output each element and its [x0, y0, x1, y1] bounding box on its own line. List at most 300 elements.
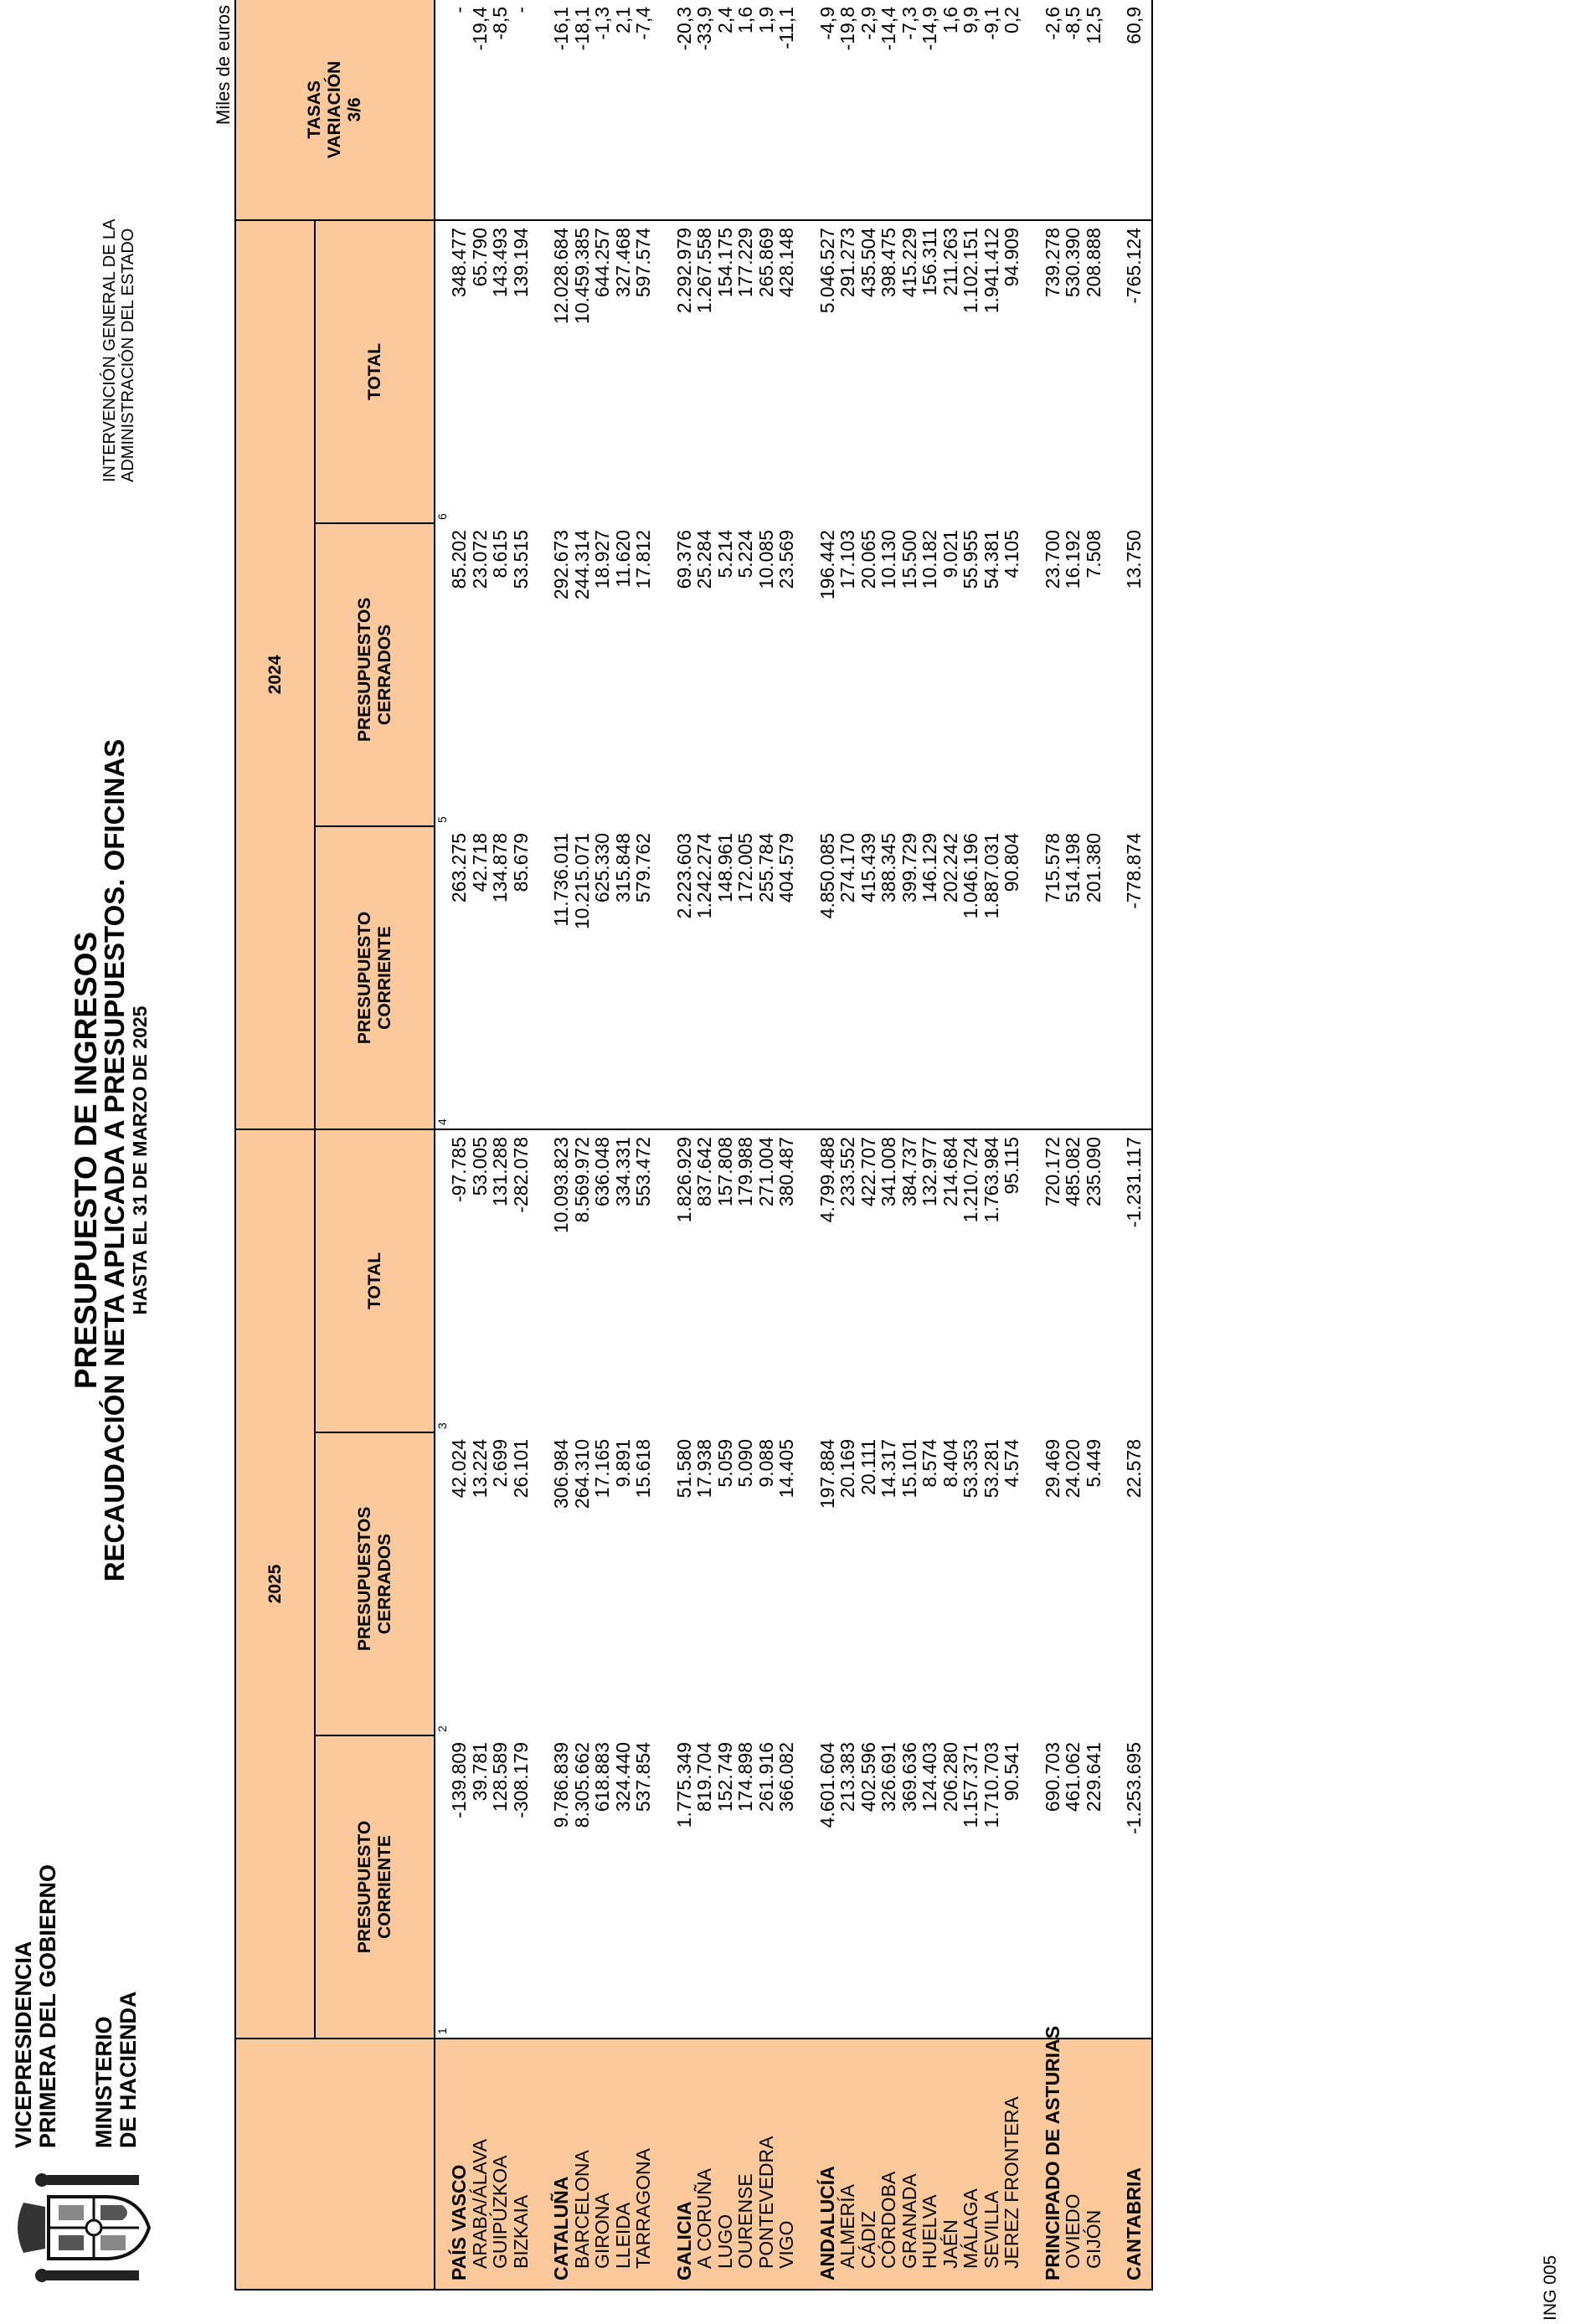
- cell-cerrados-2025: 14.317: [878, 1439, 899, 1499]
- cell-total-2025: 636.048: [592, 1129, 613, 1432]
- blank-cell: [531, 1129, 551, 1432]
- bottom-cell: [1145, 1735, 1152, 2039]
- cell-cerrados-2025: 5.449: [1082, 1439, 1104, 1488]
- column-number: 2: [435, 1725, 449, 1732]
- cell-tasa-variacion: -8,5: [1063, 0, 1084, 220]
- cell-tasa-variacion: -1,3: [592, 0, 613, 220]
- title-line3: HASTA EL 31 DE MARZO DE 2025: [129, 1005, 151, 1315]
- blank-cell: [531, 1432, 551, 1735]
- cell-total-2024: 139.194: [511, 220, 532, 523]
- cell-total-2025: 485.082: [1063, 1129, 1084, 1432]
- cell-cerrados-2024: 23.072: [468, 529, 491, 589]
- office-name: CÓRDOBA: [878, 2039, 899, 2290]
- office-name: GIRONA: [592, 2039, 613, 2290]
- cell-corriente-2024: 415.439: [857, 832, 879, 903]
- year-2024-header: 2024: [235, 220, 315, 1129]
- blank-cell: [654, 220, 674, 523]
- office-row: [919, 0, 940, 2290]
- cell-corriente-2025: 229.641: [1082, 1742, 1104, 1812]
- office-name: BIZKAIA: [511, 2039, 532, 2290]
- cell-corriente-2025: 461.062: [1062, 1742, 1084, 1812]
- cell-corriente-2025: 4.601.604: [816, 1742, 838, 1828]
- cell-total-2024: 644.257: [592, 220, 613, 523]
- office-row: [981, 0, 1002, 2290]
- column-number: 1: [435, 2028, 449, 2034]
- blank-cell: [797, 826, 817, 1129]
- blank-cell: [531, 523, 551, 826]
- cell-corriente-2025: -139.809: [448, 1742, 470, 1818]
- cell-corriente-2025: 326.691: [878, 1742, 899, 1812]
- cell-total-2024: 435.504: [858, 220, 879, 523]
- cell-cerrados-2025: 20.111: [857, 1439, 879, 1495]
- cell-cerrados-2024: 20.065: [857, 529, 879, 589]
- cell-total-2025: 131.288: [490, 1129, 511, 1432]
- cell-total-2025: 179.988: [735, 1129, 756, 1432]
- bottom-cell: [1145, 826, 1152, 1129]
- blank-cell: [797, 0, 817, 220]
- region-row: [674, 0, 695, 2290]
- office-row: [511, 0, 532, 2290]
- office-name: CÁDIZ: [858, 2039, 879, 2290]
- cell-corriente-2025: 124.403: [919, 1742, 940, 1812]
- cell-cerrados-2024: 196.442: [816, 529, 838, 600]
- cell-corriente-2024: 172.005: [734, 832, 756, 903]
- cell-total-2024: 398.475: [878, 220, 899, 523]
- cell-tasa-variacion: -20,3: [674, 0, 695, 220]
- cell-total-2025: 837.642: [694, 1129, 715, 1432]
- cell-tasa-variacion: -14,4: [878, 0, 899, 220]
- cell-cerrados-2025: 15.618: [632, 1439, 654, 1499]
- cell-total-2024: 177.229: [735, 220, 756, 523]
- blank-cell: [797, 220, 817, 523]
- cell-tasa-variacion: -14,9: [919, 0, 940, 220]
- blank-row: [1104, 0, 1124, 2290]
- cell-cerrados-2025: 13.224: [468, 1439, 491, 1499]
- cell-corriente-2024: 514.198: [1062, 832, 1084, 903]
- cell-total-2024: 428.148: [776, 220, 797, 523]
- column-number-row: [435, 0, 449, 2290]
- cell-cerrados-2024: 18.927: [591, 529, 613, 589]
- blank-row: [797, 0, 817, 2290]
- cell-corriente-2024: 4.850.085: [816, 832, 838, 919]
- cell-cerrados-2025: 24.020: [1062, 1439, 1084, 1499]
- office-name: BARCELONA: [572, 2039, 593, 2290]
- cell-cerrados-2024: 10.085: [754, 529, 777, 589]
- office-row: [715, 0, 736, 2290]
- cell-cerrados-2025: 8.404: [939, 1439, 961, 1488]
- cell-cerrados-2025: 22.578: [1123, 1439, 1145, 1499]
- coat-of-arms-icon: [13, 2165, 156, 2291]
- cell-total-2024: 10.459.385: [572, 220, 593, 523]
- office-row: [837, 0, 858, 2290]
- cell-tasa-variacion: -18,1: [572, 0, 593, 220]
- blank-cell: [1104, 523, 1124, 826]
- cell-total-2024: 348.477: [449, 220, 470, 523]
- cell-total-2025: 271.004: [756, 1129, 777, 1432]
- title-line1: PRESUPUESTO DE INGRESOS: [69, 931, 103, 1390]
- blank-cell: [531, 826, 551, 1129]
- blank-cell: [1104, 0, 1124, 220]
- cell-tasa-variacion: -4,9: [817, 0, 838, 220]
- region-row: [1042, 0, 1063, 2290]
- cell-total-2025: 1.210.724: [960, 1129, 981, 1432]
- units-label: Miles de euros: [213, 5, 234, 126]
- cell-corriente-2024: 201.380: [1082, 832, 1104, 903]
- office-row: [776, 0, 797, 2290]
- cell-cerrados-2024: 85.202: [448, 529, 470, 589]
- column-number: 4: [435, 1118, 449, 1125]
- region-row: [551, 0, 572, 2290]
- cell-tasa-variacion: 1,6: [940, 0, 961, 220]
- blank-cell: [797, 1129, 817, 1432]
- cell-cerrados-2025: 53.281: [980, 1439, 1002, 1499]
- bottom-cell: [1145, 2039, 1152, 2290]
- cell-corriente-2024: 399.729: [898, 832, 920, 903]
- blank-cell: [1104, 220, 1124, 523]
- col-corriente-2025: PRESUPUESTO CORRIENTE: [315, 1735, 435, 2039]
- office-name: PONTEVEDRA: [756, 2039, 777, 2290]
- office-name: MÁLAGA: [960, 2039, 981, 2290]
- cell-corriente-2025: 8.305.662: [570, 1742, 593, 1828]
- blank-cell: [1104, 1129, 1124, 1432]
- cell-corriente-2024: 134.878: [489, 832, 511, 903]
- cell-total-2025: 553.472: [633, 1129, 654, 1432]
- office-name: GUIPÚZKOA: [490, 2039, 511, 2290]
- cell-corriente-2025: 152.749: [713, 1742, 736, 1812]
- cell-total-2025: 4.799.488: [817, 1129, 838, 1432]
- cell-total-2025: 8.569.972: [572, 1129, 593, 1432]
- cell-cerrados-2024: 8.615: [489, 529, 511, 578]
- cell-cerrados-2025: 4.574: [1001, 1439, 1022, 1488]
- column-number: 3: [435, 1129, 449, 1432]
- cell-tasa-variacion: -19,8: [837, 0, 858, 220]
- cell-tasa-variacion: -2,6: [1042, 0, 1063, 220]
- cell-tasa-variacion: -7,4: [633, 0, 654, 220]
- cell-corriente-2025: 90.541: [1001, 1742, 1022, 1802]
- cell-total-2024: 415.229: [899, 220, 920, 523]
- cell-total-2024: 2.292.979: [674, 220, 695, 523]
- cell-corriente-2025: 261.916: [754, 1742, 777, 1812]
- office-row: [960, 0, 981, 2290]
- cell-tasa-variacion: -7,3: [899, 0, 920, 220]
- cell-total-2025: 233.552: [837, 1129, 858, 1432]
- cell-corriente-2025: 819.704: [693, 1742, 715, 1812]
- cell-tasa-variacion: 1,9: [756, 0, 777, 220]
- blank-cell: [531, 2039, 551, 2290]
- cell-total-2024: 154.175: [715, 220, 736, 523]
- cell-corriente-2025: 39.781: [468, 1742, 491, 1802]
- cell-tasa-variacion: -: [449, 0, 470, 220]
- cell-total-2024: 597.574: [633, 220, 654, 523]
- cell-corriente-2025: 174.898: [734, 1742, 756, 1812]
- cell-corriente-2024: 263.275: [448, 832, 470, 903]
- tasas-header: TASAS VARIACIÓN 3/6: [235, 0, 435, 220]
- cell-tasa-variacion: 2,4: [715, 0, 736, 220]
- vicepresidencia-label: VICEPRESIDENCIA: [11, 1941, 36, 2148]
- blank-cell: [654, 1735, 674, 2039]
- office-name: SEVILLA: [981, 2039, 1002, 2290]
- cell-total-2025: 235.090: [1084, 1129, 1104, 1432]
- region-row: [449, 0, 470, 2290]
- blank-cell: [654, 2039, 674, 2290]
- blank-cell: [1022, 523, 1042, 826]
- cell-cerrados-2025: 29.469: [1041, 1439, 1063, 1499]
- cell-cerrados-2024: 4.105: [1001, 529, 1022, 578]
- cell-corriente-2025: 690.703: [1041, 1742, 1063, 1812]
- bottom-cell: [1145, 523, 1152, 826]
- office-row: [470, 0, 491, 2290]
- cell-cerrados-2025: 2.699: [489, 1439, 511, 1488]
- office-row: [858, 0, 879, 2290]
- cell-total-2025: 334.331: [613, 1129, 634, 1432]
- office-row: [633, 0, 654, 2290]
- cell-corriente-2024: 1.242.274: [693, 832, 715, 919]
- cell-total-2024: 65.790: [470, 220, 491, 523]
- cell-total-2025: 1.763.984: [981, 1129, 1002, 1432]
- cell-tasa-variacion: 0,2: [1001, 0, 1022, 220]
- blank-cell: [654, 1432, 674, 1735]
- bottom-cell: [1145, 220, 1152, 523]
- cell-total-2024: 291.273: [837, 220, 858, 523]
- cell-total-2024: 530.390: [1063, 220, 1084, 523]
- region-row: [817, 0, 838, 2290]
- form-code: ING 005: [1541, 2255, 1560, 2321]
- cell-total-2024: 265.869: [756, 220, 777, 523]
- blank-cell: [654, 0, 674, 220]
- blank-cell: [1104, 1735, 1124, 2039]
- cell-corriente-2025: -1.253.695: [1123, 1742, 1145, 1834]
- office-name: GRANADA: [899, 2039, 920, 2290]
- office-name: LLEIDA: [613, 2039, 634, 2290]
- cell-corriente-2025: 1.157.371: [960, 1742, 981, 1828]
- office-row: [592, 0, 613, 2290]
- office-name: ANDALUCÍA: [817, 2039, 838, 2290]
- blank-cell: [654, 1129, 674, 1432]
- office-name: OURENSE: [735, 2039, 756, 2290]
- cell-tasa-variacion: -16,1: [551, 0, 572, 220]
- cell-corriente-2025: 128.589: [489, 1742, 511, 1812]
- cell-cerrados-2024: 10.130: [878, 529, 899, 589]
- cell-total-2024: -765.124: [1124, 220, 1145, 523]
- office-name: VIGO: [776, 2039, 797, 2290]
- cell-cerrados-2024: 16.192: [1062, 529, 1084, 589]
- office-name: LUGO: [715, 2039, 736, 2290]
- cell-corriente-2025: 206.280: [939, 1742, 961, 1812]
- blank-cell: [654, 523, 674, 826]
- cell-corriente-2024: 388.345: [878, 832, 899, 903]
- cell-cerrados-2024: 69.376: [672, 529, 695, 589]
- cell-cerrados-2025: 14.405: [775, 1439, 797, 1499]
- cell-total-2025: 422.707: [858, 1129, 879, 1432]
- cell-corriente-2024: 148.961: [713, 832, 736, 903]
- cell-cerrados-2025: 20.169: [836, 1439, 858, 1499]
- cell-corriente-2025: 324.440: [611, 1742, 634, 1812]
- blank-cell: [1022, 2039, 1042, 2290]
- cell-cerrados-2024: 10.182: [919, 529, 940, 589]
- blank-cell: [654, 826, 674, 1129]
- cell-total-2025: -97.785: [449, 1129, 470, 1432]
- cell-total-2024: 739.278: [1042, 220, 1063, 523]
- office-row: [1001, 0, 1022, 2290]
- cell-cerrados-2024: 53.515: [509, 529, 532, 589]
- blank-row: [1022, 0, 1042, 2290]
- cell-corriente-2024: 715.578: [1041, 832, 1063, 903]
- blank-cell: [531, 1735, 551, 2039]
- blank-cell: [797, 523, 817, 826]
- cell-total-2025: 720.172: [1042, 1129, 1063, 1432]
- blank-cell: [1022, 1735, 1042, 2039]
- cell-total-2025: 53.005: [470, 1129, 491, 1432]
- office-name: PAÍS VASCO: [449, 2039, 470, 2290]
- cell-cerrados-2025: 15.101: [898, 1439, 920, 1499]
- blank-cell: [1104, 2039, 1124, 2290]
- cell-cerrados-2024: 17.812: [632, 529, 654, 589]
- cell-corriente-2024: 315.848: [611, 832, 634, 903]
- blank-cell: [531, 220, 551, 523]
- column-number: 5: [435, 816, 449, 823]
- cell-total-2024: 208.888: [1084, 220, 1104, 523]
- cell-cerrados-2025: 8.574: [919, 1439, 940, 1488]
- office-row: [572, 0, 593, 2290]
- cell-cerrados-2024: 15.500: [898, 529, 920, 589]
- cell-tasa-variacion: -9,1: [981, 0, 1002, 220]
- cell-corriente-2025: 366.082: [775, 1742, 797, 1812]
- cell-total-2024: 5.046.527: [817, 220, 838, 523]
- cell-corriente-2025: 537.854: [632, 1742, 654, 1812]
- cell-total-2025: 384.737: [899, 1129, 920, 1432]
- blank-cell: [797, 1432, 817, 1735]
- blank-row: [531, 0, 551, 2290]
- blank-cell: [531, 0, 551, 220]
- cell-cerrados-2025: 5.090: [734, 1439, 756, 1488]
- cell-corriente-2025: 9.786.839: [550, 1742, 572, 1828]
- office-row: [613, 0, 634, 2290]
- office-name: JEREZ FRONTERA: [1001, 2039, 1022, 2290]
- cell-cerrados-2024: 13.750: [1123, 529, 1145, 589]
- col-cerrados-2025: PRESUPUESTOS CERRADOS: [315, 1432, 435, 1735]
- office-name: A CORUÑA: [694, 2039, 715, 2290]
- office-row: [940, 0, 961, 2290]
- office-name: PRINCIPADO DE ASTURIAS: [1042, 2039, 1063, 2290]
- blank-cell: [1022, 1129, 1042, 1432]
- cell-corriente-2024: 274.170: [836, 832, 858, 903]
- cell-cerrados-2024: 7.508: [1082, 529, 1104, 578]
- blank-cell: [1022, 0, 1042, 220]
- cell-tasa-variacion: -8,5: [490, 0, 511, 220]
- cell-cerrados-2024: 25.284: [693, 529, 715, 589]
- cell-total-2025: -282.078: [511, 1129, 532, 1432]
- col-total-2025: TOTAL: [315, 1129, 435, 1432]
- cell-corriente-2025: 1.710.703: [980, 1742, 1002, 1828]
- cell-cerrados-2024: 54.381: [980, 529, 1002, 589]
- cell-corriente-2024: 1.046.196: [960, 832, 981, 919]
- cell-cerrados-2024: 5.214: [713, 529, 736, 578]
- cell-cerrados-2025: 264.310: [570, 1439, 593, 1509]
- blank-cell: [1104, 1432, 1124, 1735]
- office-name: OVIEDO: [1063, 2039, 1084, 2290]
- cell-total-2025: -1.231.117: [1124, 1129, 1145, 1432]
- cell-tasa-variacion: -33,9: [694, 0, 715, 220]
- table-bottom-row: [1145, 0, 1152, 2290]
- cell-corriente-2024: 85.679: [509, 832, 532, 892]
- cell-tasa-variacion: -19,4: [470, 0, 491, 220]
- cell-tasa-variacion: -2,9: [858, 0, 879, 220]
- cell-total-2025: 341.008: [878, 1129, 899, 1432]
- cell-cerrados-2025: 51.580: [672, 1439, 695, 1499]
- cell-cerrados-2025: 306.984: [550, 1439, 572, 1509]
- cell-cerrados-2025: 9.088: [754, 1439, 777, 1488]
- cell-tasa-variacion: 1,6: [735, 0, 756, 220]
- col-corriente-2024: PRESUPUESTO CORRIENTE: [315, 826, 435, 1129]
- cell-cerrados-2024: 244.314: [570, 529, 593, 600]
- cell-cerrados-2024: 9.021: [939, 529, 961, 578]
- column-number: [435, 0, 449, 220]
- col-cerrados-2024: PRESUPUESTOS CERRADOS: [315, 523, 435, 826]
- ministerio-label: MINISTERIO: [91, 2016, 116, 2148]
- column-number: 6: [435, 220, 449, 523]
- cell-cerrados-2025: 5.059: [713, 1439, 736, 1488]
- office-row: [878, 0, 899, 2290]
- office-name: GALICIA: [674, 2039, 695, 2290]
- cell-corriente-2024: 42.718: [468, 832, 491, 892]
- cell-total-2025: 214.684: [940, 1129, 961, 1432]
- cell-total-2024: 94.909: [1001, 220, 1022, 523]
- cell-cerrados-2025: 17.165: [591, 1439, 613, 1499]
- cell-corriente-2024: 404.579: [775, 832, 797, 903]
- cell-cerrados-2025: 17.938: [693, 1439, 715, 1499]
- bottom-cell: [1145, 0, 1152, 220]
- cell-corriente-2024: 625.330: [591, 832, 613, 903]
- cell-corriente-2024: 10.215.071: [570, 832, 593, 930]
- revenue-table: [234, 0, 1153, 2291]
- blank-row: [654, 0, 674, 2290]
- cell-tasa-variacion: 2,1: [613, 0, 634, 220]
- col-total-2024: TOTAL: [315, 220, 435, 523]
- cell-cerrados-2024: 23.700: [1041, 529, 1063, 589]
- cell-total-2024: 1.941.412: [981, 220, 1002, 523]
- cell-total-2024: 1.102.151: [960, 220, 981, 523]
- office-row: [735, 0, 756, 2290]
- blank-cell: [1104, 826, 1124, 1129]
- bottom-cell: [1145, 1129, 1152, 1432]
- office-name: GIJÓN: [1084, 2039, 1104, 2290]
- hacienda-label: DE HACIENDA: [116, 1991, 141, 2148]
- cell-cerrados-2025: 197.884: [816, 1439, 838, 1509]
- office-name: JAÉN: [940, 2039, 961, 2290]
- cell-cerrados-2025: 26.101: [509, 1439, 532, 1499]
- blank-cell: [1022, 220, 1042, 523]
- cell-total-2025: 132.977: [919, 1129, 940, 1432]
- cell-corriente-2025: 618.883: [591, 1742, 613, 1812]
- blank-cell: [1022, 1432, 1042, 1735]
- cell-corriente-2024: 11.736.011: [550, 832, 572, 927]
- cell-corriente-2024: 146.129: [919, 832, 940, 903]
- office-row: [899, 0, 920, 2290]
- cell-corriente-2025: 402.596: [857, 1742, 879, 1812]
- office-name: ALMERÍA: [837, 2039, 858, 2290]
- cell-tasa-variacion: -: [511, 0, 532, 220]
- blank-cell: [797, 1735, 817, 2039]
- cell-cerrados-2024: 11.620: [611, 529, 634, 588]
- column-number-spacer: [435, 2039, 449, 2290]
- cell-corriente-2024: 255.784: [754, 832, 777, 903]
- cell-total-2024: 156.311: [919, 220, 940, 523]
- cell-total-2024: 327.468: [613, 220, 634, 523]
- cell-total-2024: 143.493: [490, 220, 511, 523]
- intervencion-line2: ADMINISTRACIÓN DEL ESTADO: [119, 228, 137, 482]
- cell-corriente-2024: 90.804: [1001, 832, 1022, 892]
- cell-corriente-2024: 202.242: [939, 832, 961, 903]
